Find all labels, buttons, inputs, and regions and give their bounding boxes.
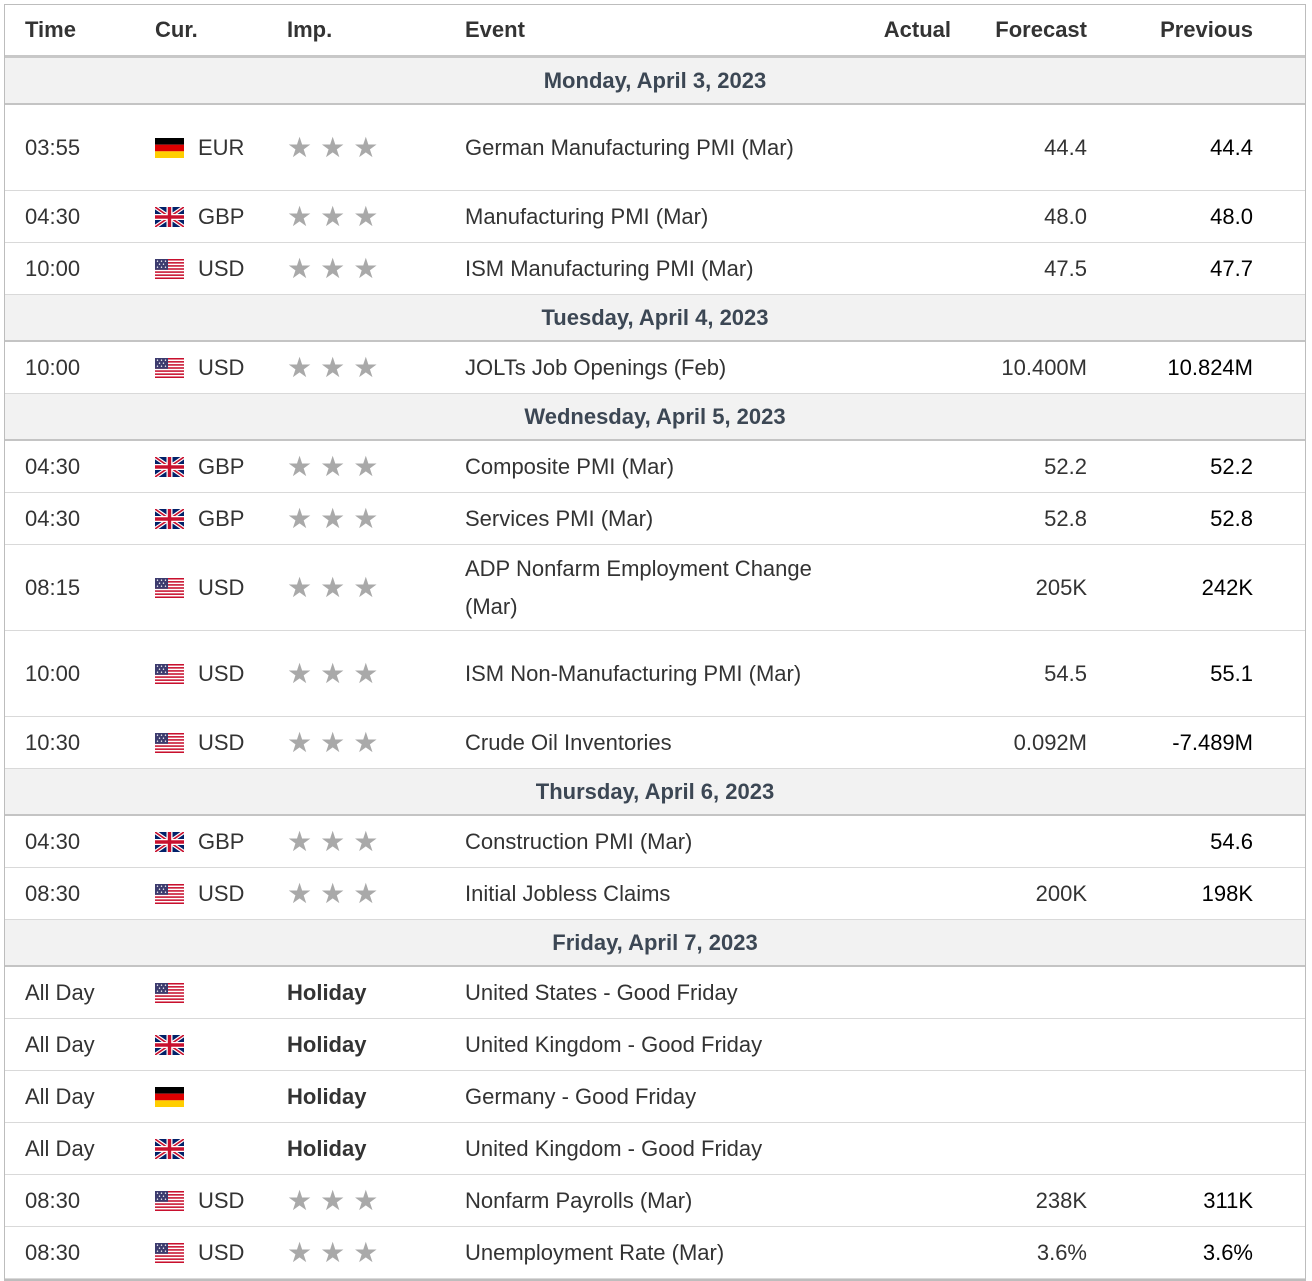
star-icon: ★ — [353, 200, 379, 232]
currency-code: GBP — [198, 203, 245, 229]
event-time: 04:30 — [5, 493, 155, 545]
currency-code: GBP — [198, 505, 245, 531]
event-time: 08:30 — [5, 868, 155, 920]
uk-flag-icon — [155, 509, 184, 529]
event-actual — [843, 1227, 951, 1279]
event-actual — [843, 104, 951, 191]
event-time: 10:00 — [5, 341, 155, 394]
us-flag-icon — [155, 664, 184, 684]
event-time: 10:00 — [5, 243, 155, 295]
event-previous — [1087, 966, 1253, 1019]
col-previous-header[interactable]: Previous — [1087, 5, 1253, 57]
event-actual — [843, 815, 951, 868]
event-forecast: 238K — [951, 1175, 1087, 1227]
event-name[interactable]: United States - Good Friday — [465, 966, 843, 1019]
event-previous: 52.8 — [1087, 493, 1253, 545]
us-flag-icon — [155, 259, 184, 279]
importance-stars — [287, 877, 465, 909]
us-flag-icon — [155, 578, 184, 598]
event-row[interactable] — [5, 868, 1305, 920]
star-icon: ★ — [320, 726, 346, 758]
event-forecast: 47.5 — [951, 243, 1087, 295]
uk-flag-icon — [155, 207, 184, 227]
event-actual — [843, 493, 951, 545]
event-forecast — [951, 1123, 1087, 1175]
star-icon: ★ — [287, 825, 313, 857]
event-previous: 3.6% — [1087, 1227, 1253, 1279]
event-previous: 54.6 — [1087, 815, 1253, 868]
day-header-row — [5, 769, 1305, 816]
star-icon: ★ — [287, 131, 313, 163]
germany-flag-icon — [155, 1087, 184, 1107]
importance-stars — [287, 200, 465, 232]
star-icon: ★ — [287, 726, 313, 758]
event-previous: 311K — [1087, 1175, 1253, 1227]
event-name[interactable]: Initial Jobless Claims — [465, 868, 843, 920]
star-icon: ★ — [353, 1184, 379, 1216]
calendar-table — [5, 5, 1305, 1279]
currency-cell — [155, 104, 287, 191]
importance-stars — [287, 825, 465, 857]
event-actual — [843, 545, 951, 631]
currency-cell — [155, 1227, 287, 1279]
importance-stars — [287, 1236, 465, 1268]
star-icon: ★ — [287, 877, 313, 909]
star-icon: ★ — [353, 252, 379, 284]
currency-code: EUR — [198, 134, 245, 160]
day-label: Wednesday, April 5, 2023 — [5, 394, 1305, 441]
star-icon: ★ — [353, 502, 379, 534]
event-actual — [843, 717, 951, 769]
uk-flag-icon — [155, 832, 184, 852]
currency-cell — [155, 717, 287, 769]
currency-code: USD — [198, 660, 245, 686]
row-spacer — [1253, 631, 1305, 717]
importance-stars — [287, 726, 465, 758]
event-time: 10:30 — [5, 717, 155, 769]
event-actual — [843, 631, 951, 717]
importance-cell — [287, 191, 465, 243]
event-actual — [843, 191, 951, 243]
col-actual-header[interactable]: Actual — [843, 5, 951, 57]
event-name[interactable]: United Kingdom - Good Friday — [465, 1019, 843, 1071]
event-row[interactable] — [5, 1071, 1305, 1123]
importance-cell — [287, 1019, 465, 1071]
event-row[interactable] — [5, 1227, 1305, 1279]
currency-cell — [155, 1071, 287, 1123]
uk-flag-icon — [155, 1139, 184, 1159]
star-icon: ★ — [353, 351, 379, 383]
event-row[interactable] — [5, 493, 1305, 545]
event-forecast: 54.5 — [951, 631, 1087, 717]
event-forecast — [951, 1019, 1087, 1071]
currency-cell — [155, 631, 287, 717]
row-spacer — [1253, 1227, 1305, 1279]
star-icon: ★ — [287, 252, 313, 284]
row-spacer — [1253, 341, 1305, 394]
currency-code: GBP — [198, 453, 245, 479]
event-forecast: 10.400M — [951, 341, 1087, 394]
day-label: Monday, April 3, 2023 — [5, 57, 1305, 105]
row-spacer — [1253, 1019, 1305, 1071]
row-spacer — [1253, 717, 1305, 769]
event-previous — [1087, 1071, 1253, 1123]
importance-stars — [287, 351, 465, 383]
currency-cell — [155, 191, 287, 243]
currency-cell — [155, 868, 287, 920]
star-icon: ★ — [353, 131, 379, 163]
currency-cell — [155, 243, 287, 295]
event-name[interactable]: ADP Nonfarm Employment Change (Mar) — [465, 545, 843, 631]
row-spacer — [1253, 243, 1305, 295]
event-time: All Day — [5, 1123, 155, 1175]
event-name[interactable]: Services PMI (Mar) — [465, 493, 843, 545]
event-time: 03:55 — [5, 104, 155, 191]
event-forecast: 0.092M — [951, 717, 1087, 769]
event-name[interactable]: ISM Manufacturing PMI (Mar) — [465, 243, 843, 295]
currency-code: USD — [198, 729, 245, 755]
event-name[interactable]: Crude Oil Inventories — [465, 717, 843, 769]
event-forecast: 44.4 — [951, 104, 1087, 191]
star-icon: ★ — [353, 726, 379, 758]
event-name[interactable]: Construction PMI (Mar) — [465, 815, 843, 868]
star-icon: ★ — [320, 877, 346, 909]
currency-code: USD — [198, 255, 245, 281]
row-spacer — [1253, 966, 1305, 1019]
event-row[interactable] — [5, 243, 1305, 295]
event-actual — [843, 868, 951, 920]
star-icon: ★ — [287, 571, 313, 603]
star-icon: ★ — [287, 502, 313, 534]
star-icon: ★ — [353, 877, 379, 909]
event-previous: 198K — [1087, 868, 1253, 920]
star-icon: ★ — [320, 1236, 346, 1268]
currency-code: GBP — [198, 828, 245, 854]
importance-cell — [287, 1227, 465, 1279]
holiday-label: Holiday — [287, 979, 367, 1005]
importance-cell — [287, 341, 465, 394]
day-header-row — [5, 394, 1305, 441]
event-row[interactable] — [5, 717, 1305, 769]
importance-stars — [287, 571, 465, 603]
event-actual — [843, 1123, 951, 1175]
importance-stars — [287, 1184, 465, 1216]
currency-cell — [155, 440, 287, 493]
star-icon: ★ — [320, 252, 346, 284]
holiday-label: Holiday — [287, 1083, 367, 1109]
star-icon: ★ — [320, 200, 346, 232]
event-previous: -7.489M — [1087, 717, 1253, 769]
event-forecast — [951, 815, 1087, 868]
header-spacer — [1253, 5, 1305, 57]
star-icon: ★ — [320, 1184, 346, 1216]
event-name[interactable]: ISM Non-Manufacturing PMI (Mar) — [465, 631, 843, 717]
currency-cell — [155, 1175, 287, 1227]
event-row[interactable] — [5, 815, 1305, 868]
event-name[interactable]: Manufacturing PMI (Mar) — [465, 191, 843, 243]
currency-code: USD — [198, 354, 245, 380]
event-name[interactable]: German Manufacturing PMI (Mar) — [465, 104, 843, 191]
row-spacer — [1253, 545, 1305, 631]
star-icon: ★ — [320, 351, 346, 383]
row-spacer — [1253, 1175, 1305, 1227]
star-icon: ★ — [353, 1236, 379, 1268]
event-actual — [843, 440, 951, 493]
event-time: 10:00 — [5, 631, 155, 717]
star-icon: ★ — [287, 450, 313, 482]
event-name[interactable]: Composite PMI (Mar) — [465, 440, 843, 493]
row-spacer — [1253, 191, 1305, 243]
currency-code: USD — [198, 1187, 245, 1213]
day-header-row — [5, 295, 1305, 342]
importance-cell — [287, 104, 465, 191]
us-flag-icon — [155, 1191, 184, 1211]
event-forecast: 52.2 — [951, 440, 1087, 493]
col-time-header[interactable]: Time — [5, 5, 155, 57]
event-row[interactable] — [5, 104, 1305, 191]
importance-cell — [287, 545, 465, 631]
event-time: 04:30 — [5, 815, 155, 868]
importance-cell — [287, 631, 465, 717]
event-actual — [843, 1071, 951, 1123]
currency-cell — [155, 493, 287, 545]
event-row[interactable] — [5, 1175, 1305, 1227]
event-time: 04:30 — [5, 440, 155, 493]
event-previous: 44.4 — [1087, 104, 1253, 191]
event-previous — [1087, 1019, 1253, 1071]
event-time: 08:15 — [5, 545, 155, 631]
event-row[interactable] — [5, 341, 1305, 394]
currency-cell — [155, 815, 287, 868]
day-header-row — [5, 920, 1305, 967]
star-icon: ★ — [287, 351, 313, 383]
day-label: Tuesday, April 4, 2023 — [5, 295, 1305, 342]
row-spacer — [1253, 868, 1305, 920]
importance-cell — [287, 493, 465, 545]
event-time: 04:30 — [5, 191, 155, 243]
event-row[interactable] — [5, 191, 1305, 243]
row-spacer — [1253, 1071, 1305, 1123]
importance-cell — [287, 1175, 465, 1227]
event-forecast: 52.8 — [951, 493, 1087, 545]
currency-cell — [155, 1123, 287, 1175]
col-importance-header[interactable]: Imp. — [287, 5, 465, 57]
event-previous: 55.1 — [1087, 631, 1253, 717]
event-previous — [1087, 1123, 1253, 1175]
event-row[interactable] — [5, 545, 1305, 631]
star-icon: ★ — [353, 657, 379, 689]
event-forecast: 200K — [951, 868, 1087, 920]
holiday-label: Holiday — [287, 1135, 367, 1161]
us-flag-icon — [155, 983, 184, 1003]
event-forecast: 205K — [951, 545, 1087, 631]
importance-cell — [287, 966, 465, 1019]
star-icon: ★ — [320, 131, 346, 163]
event-time: 08:30 — [5, 1175, 155, 1227]
uk-flag-icon — [155, 1035, 184, 1055]
importance-stars — [287, 450, 465, 482]
event-name[interactable]: Nonfarm Payrolls (Mar) — [465, 1175, 843, 1227]
event-previous: 52.2 — [1087, 440, 1253, 493]
calendar-body — [5, 57, 1305, 1279]
importance-cell — [287, 717, 465, 769]
currency-cell — [155, 341, 287, 394]
event-time: All Day — [5, 1071, 155, 1123]
row-spacer — [1253, 104, 1305, 191]
importance-cell — [287, 815, 465, 868]
event-row[interactable] — [5, 1019, 1305, 1071]
importance-stars — [287, 502, 465, 534]
importance-stars — [287, 131, 465, 163]
star-icon: ★ — [287, 1184, 313, 1216]
event-name[interactable]: United Kingdom - Good Friday — [465, 1123, 843, 1175]
us-flag-icon — [155, 1243, 184, 1263]
event-row[interactable] — [5, 966, 1305, 1019]
holiday-label: Holiday — [287, 1031, 367, 1057]
importance-cell — [287, 868, 465, 920]
star-icon: ★ — [287, 200, 313, 232]
star-icon: ★ — [287, 657, 313, 689]
importance-cell — [287, 1071, 465, 1123]
day-label: Friday, April 7, 2023 — [5, 920, 1305, 967]
importance-stars — [287, 252, 465, 284]
event-row[interactable] — [5, 631, 1305, 717]
event-forecast — [951, 966, 1087, 1019]
us-flag-icon — [155, 733, 184, 753]
currency-cell — [155, 966, 287, 1019]
currency-code: USD — [198, 1239, 245, 1265]
day-header-row — [5, 57, 1305, 105]
star-icon: ★ — [287, 1236, 313, 1268]
us-flag-icon — [155, 358, 184, 378]
day-label: Thursday, April 6, 2023 — [5, 769, 1305, 816]
event-previous: 10.824M — [1087, 341, 1253, 394]
event-previous: 48.0 — [1087, 191, 1253, 243]
currency-cell — [155, 545, 287, 631]
germany-flag-icon — [155, 138, 184, 158]
event-name[interactable]: Unemployment Rate (Mar) — [465, 1227, 843, 1279]
star-icon: ★ — [320, 450, 346, 482]
star-icon: ★ — [353, 450, 379, 482]
event-forecast: 48.0 — [951, 191, 1087, 243]
star-icon: ★ — [353, 571, 379, 603]
event-time: All Day — [5, 966, 155, 1019]
currency-code: USD — [198, 880, 245, 906]
col-event-header[interactable]: Event — [465, 5, 843, 57]
star-icon: ★ — [320, 571, 346, 603]
event-actual — [843, 966, 951, 1019]
importance-stars — [287, 657, 465, 689]
star-icon: ★ — [353, 825, 379, 857]
event-actual — [843, 243, 951, 295]
event-name[interactable]: Germany - Good Friday — [465, 1071, 843, 1123]
event-row[interactable] — [5, 1123, 1305, 1175]
importance-cell — [287, 243, 465, 295]
importance-cell — [287, 440, 465, 493]
row-spacer — [1253, 1123, 1305, 1175]
event-forecast — [951, 1071, 1087, 1123]
event-actual — [843, 341, 951, 394]
event-previous: 47.7 — [1087, 243, 1253, 295]
uk-flag-icon — [155, 457, 184, 477]
event-previous: 242K — [1087, 545, 1253, 631]
star-icon: ★ — [320, 825, 346, 857]
event-actual — [843, 1175, 951, 1227]
event-actual — [843, 1019, 951, 1071]
economic-calendar — [4, 4, 1306, 1281]
row-spacer — [1253, 440, 1305, 493]
event-name[interactable]: JOLTs Job Openings (Feb) — [465, 341, 843, 394]
star-icon: ★ — [320, 502, 346, 534]
event-row[interactable] — [5, 440, 1305, 493]
col-forecast-header[interactable]: Forecast — [951, 5, 1087, 57]
star-icon: ★ — [320, 657, 346, 689]
us-flag-icon — [155, 884, 184, 904]
event-time: All Day — [5, 1019, 155, 1071]
importance-cell — [287, 1123, 465, 1175]
col-currency-header[interactable]: Cur. — [155, 5, 287, 57]
event-time: 08:30 — [5, 1227, 155, 1279]
currency-cell — [155, 1019, 287, 1071]
row-spacer — [1253, 493, 1305, 545]
row-spacer — [1253, 815, 1305, 868]
header-row — [5, 5, 1305, 57]
event-forecast: 3.6% — [951, 1227, 1087, 1279]
currency-code: USD — [198, 574, 245, 600]
